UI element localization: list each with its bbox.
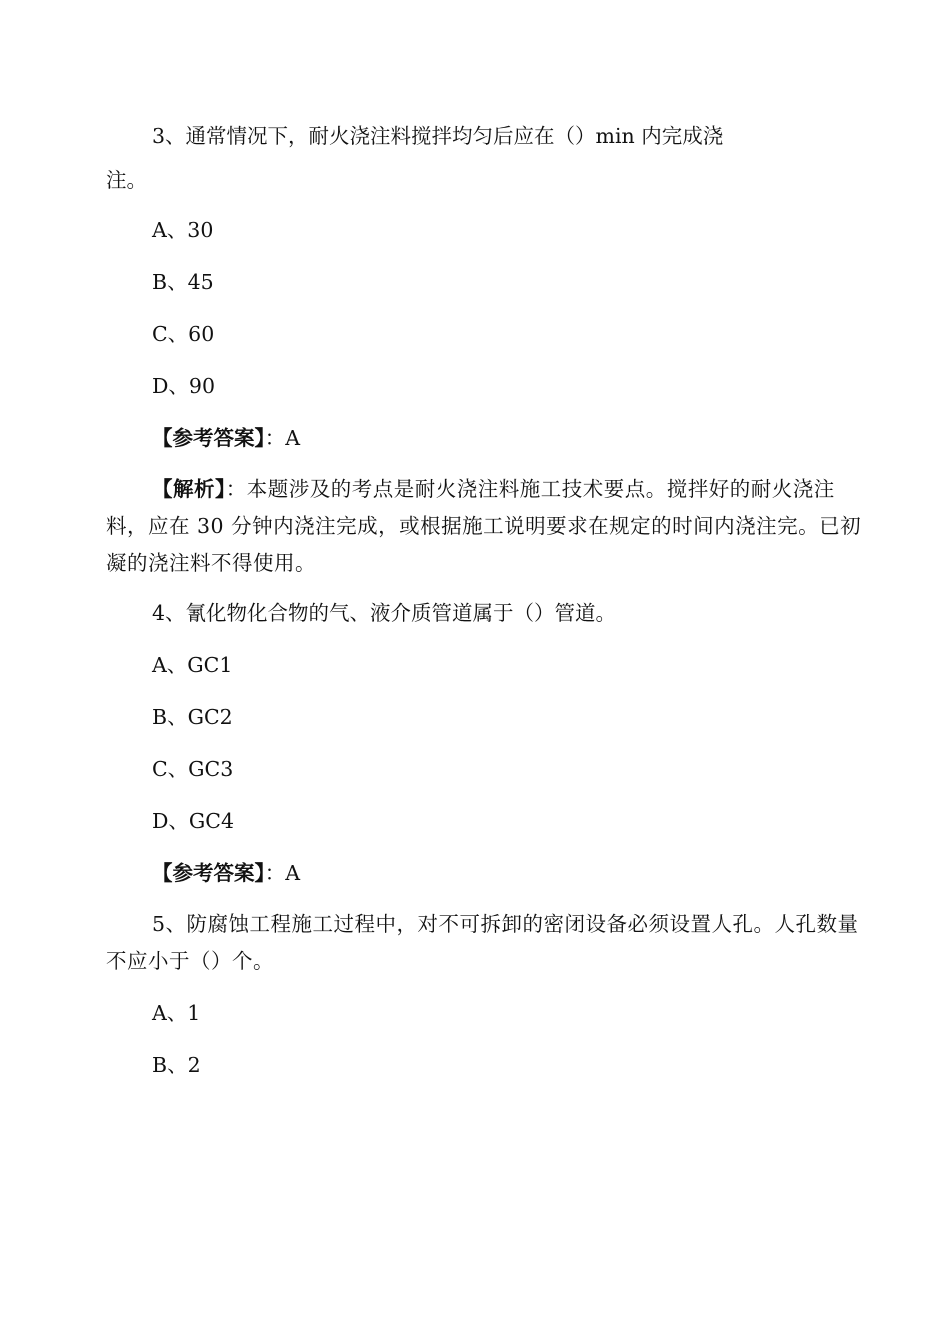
question-4-option-c: C、GC3 [152, 757, 234, 781]
question-4-answer [152, 858, 300, 888]
question-3-stem-line-2: 注。 [106, 168, 147, 192]
answer-separator: ： [264, 426, 286, 450]
question-3-stem-line-1: 3、通常情况下，耐火浇注料搅拌均匀后应在（）min 内完成浇 [152, 124, 724, 148]
answer-label: 【参考答案】 [152, 426, 265, 450]
question-3-option-b: B、45 [152, 270, 214, 294]
analysis-text: 本题涉及的考点是耐火浇注料施工技术要点。搅拌好的耐火浇注料，应在 30 分钟内浇注完成，或根据施工说明要求在规定的时间内浇注完。已初凝的浇注料不得使用。 [106, 477, 862, 575]
question-3-option-d: D、90 [152, 374, 216, 398]
question-5-option-b: B、2 [152, 1053, 201, 1077]
question-5-option-a: A、1 [152, 1001, 201, 1025]
question-4-option-d: D、GC4 [152, 809, 235, 833]
analysis-separator: ： [225, 477, 247, 501]
answer-value: A [285, 861, 301, 885]
question-3-answer [152, 423, 300, 453]
question-3-option-c: C、60 [152, 322, 215, 346]
question-4-option-b: B、GC2 [152, 705, 233, 729]
answer-value: A [285, 426, 301, 450]
question-3-analysis [106, 471, 866, 582]
question-4-option-a: A、GC1 [152, 653, 233, 677]
answer-separator: ： [264, 861, 286, 885]
analysis-label: 【解析】 [152, 477, 226, 501]
question-5-stem: 5、防腐蚀工程施工过程中，对不可拆卸的密闭设备必须设置人孔。人孔数量不应小于（）个。 [106, 912, 859, 973]
question-4-stem: 4、氰化物化合物的气、液介质管道属于（）管道。 [152, 601, 617, 625]
question-3-option-a: A、30 [152, 218, 214, 242]
answer-label: 【参考答案】 [152, 861, 265, 885]
